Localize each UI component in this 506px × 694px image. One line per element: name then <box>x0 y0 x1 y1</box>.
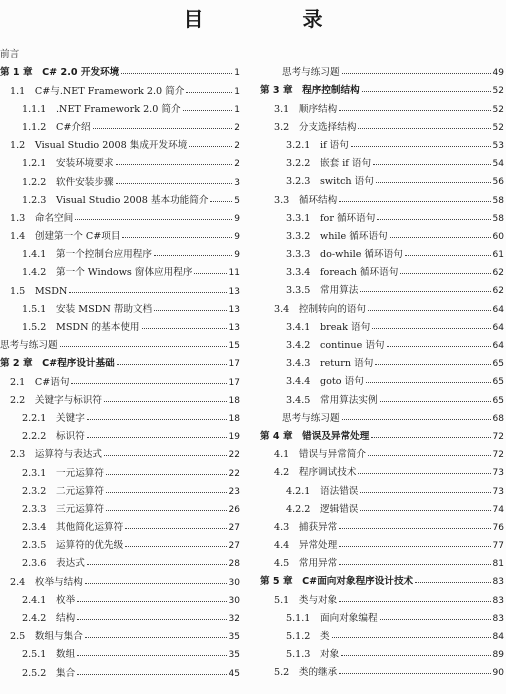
toc-entry-title: 1.4.2 第一个 Windows 窗体应用程序 <box>22 267 193 279</box>
toc-entry <box>0 515 240 533</box>
toc-page-number: 9 <box>234 250 240 261</box>
toc-entry <box>256 260 504 278</box>
toc-dot-leader <box>121 73 232 74</box>
toc-entry <box>0 115 240 133</box>
toc-dot-leader <box>372 328 490 329</box>
toc-entry-title: 4.2.1 语法错误 <box>286 485 359 497</box>
toc-entry <box>256 333 504 351</box>
toc-dot-leader <box>339 201 490 202</box>
toc-entry-title: 思考与练习题 <box>282 412 340 424</box>
toc-entry-title: 3.4.4 goto 语句 <box>286 376 364 388</box>
toc-entry <box>0 206 240 224</box>
toc-entry <box>256 624 504 642</box>
toc-entry-title: 3.1 顺序结构 <box>274 103 338 115</box>
toc-entry <box>0 642 240 660</box>
toc-entry <box>256 551 504 569</box>
toc-dot-leader <box>210 201 232 202</box>
toc-dot-leader <box>122 237 232 238</box>
toc-dot-leader <box>125 528 226 529</box>
toc-page-number: 17 <box>228 359 240 370</box>
page-title: 目 录 <box>183 7 369 31</box>
toc-entry-title: 5.1.2 类 <box>286 631 330 642</box>
toc-page-number: 64 <box>492 341 504 351</box>
toc-dot-leader <box>387 346 491 347</box>
toc-dot-leader <box>183 110 233 111</box>
toc-chapter-entry <box>0 60 240 78</box>
toc-entry <box>256 369 504 387</box>
toc-entry-title: 1.2.1 安装环境要求 <box>22 158 114 170</box>
toc-entry <box>256 351 504 369</box>
toc-entry-title: 2.4 枚举与结构 <box>10 576 83 588</box>
toc-page-number: 35 <box>228 650 240 661</box>
toc-dot-leader <box>77 619 226 620</box>
toc-entry-title: 3.3.1 for 循环语句 <box>286 212 376 224</box>
toc-dot-leader <box>116 183 233 184</box>
toc-page-number: 74 <box>492 504 504 515</box>
toc-entry <box>0 315 240 333</box>
toc-entry-title: 4.4 异常处理 <box>274 540 338 552</box>
toc-dot-leader <box>360 510 490 511</box>
toc-page-number: 1 <box>234 86 240 97</box>
toc-entry <box>0 569 240 587</box>
toc-entry-title: 1.2.2 软件安装步骤 <box>22 176 114 188</box>
toc-entry <box>256 587 504 605</box>
toc-page-number: 58 <box>492 213 504 224</box>
toc-dot-leader <box>339 673 490 674</box>
toc-dot-leader <box>77 601 226 602</box>
toc-page-number: 13 <box>228 304 240 315</box>
toc-entry-title: 2.4.2 结构 <box>22 613 76 624</box>
toc-entry-title: 1.4.1 第一个控制台应用程序 <box>22 249 152 261</box>
toc-entry <box>0 224 240 242</box>
toc-entry <box>0 151 240 169</box>
toc-entry <box>0 333 240 351</box>
toc-dot-leader <box>380 401 491 402</box>
toc-page-number: 13 <box>228 286 240 297</box>
toc-entry <box>0 242 240 260</box>
toc-entry <box>256 497 504 515</box>
toc-entry <box>0 42 240 60</box>
toc-dot-leader <box>85 637 227 638</box>
toc-page-number: 30 <box>228 595 240 606</box>
toc-page-number: 90 <box>492 668 504 679</box>
toc-page-number: 9 <box>234 213 240 224</box>
toc-dot-leader <box>106 492 227 493</box>
toc-dot-leader <box>360 291 490 292</box>
toc-entry-title: 2.5 数组与集合 <box>10 631 83 643</box>
toc-entry-title: 2.1 C#语句 <box>10 376 70 388</box>
toc-dot-leader <box>339 601 490 602</box>
toc-dot-leader <box>375 364 490 365</box>
toc-dot-leader <box>400 273 490 274</box>
toc-page-number: 52 <box>492 104 504 115</box>
toc-entry <box>0 388 240 406</box>
toc-entry-title: 4.5 常用异常 <box>274 558 338 570</box>
toc-dot-leader <box>75 219 232 220</box>
toc-page-number: 45 <box>228 668 240 679</box>
toc-page-number: 13 <box>228 323 240 333</box>
toc-entry-title: 1.1.1 .NET Framework 2.0 简介 <box>22 103 181 115</box>
toc-dot-leader <box>189 146 232 147</box>
toc-entry <box>256 460 504 478</box>
toc-dot-leader <box>342 73 491 74</box>
toc-entry <box>0 551 240 569</box>
toc-page-number: 22 <box>228 450 240 461</box>
toc-entry-title: 2.2.1 关键字 <box>22 412 85 424</box>
toc-entry <box>256 660 504 678</box>
toc-entry-title: 5.1.1 面向对象编程 <box>286 612 378 624</box>
toc-entry <box>0 188 240 206</box>
toc-page-number: 83 <box>492 577 504 588</box>
toc-entry <box>256 206 504 224</box>
toc-page-number: 2 <box>234 141 240 152</box>
toc-entry <box>0 606 240 624</box>
toc-page-number: 23 <box>228 486 240 497</box>
toc-page-number: 56 <box>492 177 504 188</box>
toc-entry-title: 3.2 分支选择结构 <box>274 121 357 133</box>
toc-entry <box>256 115 504 133</box>
toc-entry <box>0 133 240 151</box>
toc-page-number: 11 <box>228 268 240 279</box>
toc-entry-title: 2.4.1 枚举 <box>22 594 76 606</box>
toc-entry <box>256 515 504 533</box>
toc-entry-title: 3.4.1 break 语句 <box>286 321 371 333</box>
toc-entry-title: 1.1 C#与.NET Framework 2.0 简介 <box>10 85 185 97</box>
toc-dot-leader <box>116 164 233 165</box>
toc-entry-title: 3.4.3 return 语句 <box>286 358 374 370</box>
toc-page-number: 64 <box>492 304 504 315</box>
toc-entry <box>0 533 240 551</box>
toc-page-number: 68 <box>492 413 504 424</box>
toc-entry-title: 4.1 错误与异常简介 <box>274 449 367 461</box>
toc-page-number: 9 <box>234 232 240 243</box>
toc-page-number: 26 <box>228 504 240 515</box>
toc-entry-title: 1.5.2 MSDN 的基本使用 <box>22 322 140 333</box>
toc-entry-title: 2.3.3 三元运算符 <box>22 503 104 515</box>
toc-entry <box>0 624 240 642</box>
toc-page-number: 1 <box>234 104 240 115</box>
toc-entry-title: 1.2.3 Visual Studio 2008 基本功能简介 <box>22 194 209 206</box>
toc-dot-leader <box>93 128 233 129</box>
toc-entry <box>256 606 504 624</box>
toc-dot-leader <box>358 473 490 474</box>
toc-dot-leader <box>360 492 490 493</box>
toc-dot-leader <box>104 455 227 456</box>
toc-page-number: 28 <box>228 559 240 570</box>
toc-entry <box>0 278 240 296</box>
toc-entry <box>0 479 240 497</box>
toc-dot-leader <box>106 474 227 475</box>
toc-entry-title: 3.3.3 do-while 循环语句 <box>286 249 403 261</box>
toc-dot-leader <box>358 128 490 129</box>
toc-dot-leader <box>377 219 490 220</box>
toc-page-number: 62 <box>492 286 504 297</box>
toc-dot-leader <box>69 292 226 293</box>
toc-dot-leader <box>87 419 227 420</box>
toc-page-number: 76 <box>492 522 504 533</box>
toc-dot-leader <box>342 419 491 420</box>
toc-entry-title: 2.2.2 标识符 <box>22 431 85 443</box>
toc-dot-leader <box>117 364 227 365</box>
toc-entry-title: 思考与练习题 <box>0 340 58 352</box>
toc-dot-leader <box>332 637 491 638</box>
toc-page-number: 65 <box>492 377 504 388</box>
toc-dot-leader <box>87 437 227 438</box>
toc-entry-title: 3.4 控制转向的语句 <box>274 303 367 315</box>
toc-entry-title: 3.2.2 嵌套 if 语句 <box>286 158 372 170</box>
toc-page-number: 64 <box>492 322 504 333</box>
toc-page-number: 81 <box>492 559 504 570</box>
toc-entry <box>256 406 504 424</box>
toc-entry-title: 2.3.6 表达式 <box>22 558 85 570</box>
toc-page-number: 15 <box>228 341 240 352</box>
toc-entry-title: 3.4.5 常用算法实例 <box>286 394 378 406</box>
toc-page-number: 54 <box>492 159 504 170</box>
toc-dot-leader <box>87 564 227 565</box>
toc-page-number: 2 <box>234 159 240 170</box>
toc-entry-title: 1.3 命名空间 <box>10 212 74 224</box>
toc-entry-title: 5.1 类与对象 <box>274 594 338 606</box>
toc-entry-title: 3.3.5 常用算法 <box>286 285 359 297</box>
toc-entry-title: 4.3 捕获异常 <box>274 521 338 533</box>
toc-dot-leader <box>154 310 226 311</box>
toc-entry-title: 4.2.2 逻辑错误 <box>286 503 359 515</box>
toc-entry <box>256 96 504 114</box>
toc-entry-title: 2.3.2 二元运算符 <box>22 485 104 497</box>
toc-page-number: 65 <box>492 359 504 370</box>
toc-page-number: 72 <box>492 431 504 442</box>
toc-dot-leader <box>368 455 491 456</box>
toc-entry-title: 5.2 类的继承 <box>274 667 338 679</box>
toc-page-number: 60 <box>492 231 504 242</box>
toc-entry-title: 5.1.3 对象 <box>286 649 340 661</box>
toc-entry-title: 2.3 运算符与表达式 <box>10 449 103 461</box>
toc-dot-leader <box>380 619 491 620</box>
toc-entry-title: 4.2 程序调试技术 <box>274 467 357 479</box>
toc-page-number: 62 <box>492 268 504 279</box>
toc-entry-title: 第 5 章 C#面向对象程序设计技术 <box>260 576 414 588</box>
toc-page-number: 52 <box>492 86 504 97</box>
toc-page-number: 89 <box>492 650 504 661</box>
toc-dot-leader <box>371 437 490 438</box>
toc-dot-leader <box>85 583 227 584</box>
toc-dot-leader <box>366 382 491 383</box>
toc-dot-leader <box>186 92 232 93</box>
toc-chapter-entry <box>256 569 504 587</box>
toc-entry <box>0 660 240 678</box>
toc-dot-leader <box>77 655 226 656</box>
toc-entry <box>256 296 504 314</box>
toc-page-number: 83 <box>492 595 504 606</box>
toc-entry-title: 3.2.3 switch 语句 <box>286 176 374 188</box>
toc-entry-title: 第 1 章 C# 2.0 开发环境 <box>0 67 120 79</box>
toc-entry <box>0 369 240 387</box>
toc-entry <box>0 97 240 115</box>
toc-dot-leader <box>341 655 490 656</box>
toc-chapter-entry <box>256 424 504 442</box>
toc-page-number: 73 <box>492 486 504 497</box>
toc-entry <box>256 60 504 78</box>
toc-entry-title: 1.1.2 C#介绍 <box>22 121 91 133</box>
toc-page-number: 3 <box>234 177 240 188</box>
toc-entry-title: 1.2 Visual Studio 2008 集成开发环境 <box>10 140 188 152</box>
toc-page-number: 30 <box>228 577 240 588</box>
toc-page-number: 19 <box>228 432 240 443</box>
toc-page-number: 27 <box>228 523 240 534</box>
toc-page-number: 27 <box>228 541 240 552</box>
toc-page-number: 2 <box>234 122 240 133</box>
toc-entry-title: 第 2 章 C#程序设计基础 <box>0 358 115 370</box>
toc-entry <box>0 424 240 442</box>
toc-page-number: 72 <box>492 450 504 461</box>
toc-dot-leader <box>194 273 226 274</box>
toc-dot-leader <box>77 674 226 675</box>
toc-dot-leader <box>339 546 490 547</box>
toc-entry <box>0 297 240 315</box>
toc-entry <box>256 169 504 187</box>
toc-dot-leader <box>339 564 490 565</box>
toc-page-number: 35 <box>228 632 240 643</box>
toc-entry <box>256 278 504 296</box>
toc-page-number: 52 <box>492 122 504 133</box>
toc-entry-title: 1.5 MSDN <box>10 285 68 297</box>
toc-entry-title: 3.2.1 if 语句 <box>286 139 349 151</box>
toc-dot-leader <box>362 91 491 92</box>
toc-page-number: 1 <box>234 68 240 79</box>
toc-dot-leader <box>368 310 491 311</box>
toc-entry <box>0 588 240 606</box>
toc-dot-leader <box>405 255 491 256</box>
toc-dot-leader <box>390 237 491 238</box>
toc-entry-title: 1.4 创建第一个 C#项目 <box>10 231 121 243</box>
toc-dot-leader <box>154 255 232 256</box>
toc-dot-leader <box>71 383 226 384</box>
toc-entry <box>256 187 504 205</box>
toc-entry <box>256 133 504 151</box>
toc-entry <box>0 169 240 187</box>
toc-dot-leader <box>104 401 227 402</box>
toc-entry-title: 2.3.1 一元运算符 <box>22 467 104 479</box>
toc-dot-leader <box>339 110 490 111</box>
toc-entry <box>0 460 240 478</box>
toc-dot-leader <box>351 146 491 147</box>
toc-dot-leader <box>373 164 490 165</box>
toc-left-column <box>0 42 240 679</box>
toc-page-number: 18 <box>228 413 240 424</box>
toc-entry-title: 1.5.1 安装 MSDN 帮助文档 <box>22 303 153 315</box>
toc-dot-leader <box>339 528 490 529</box>
toc-entry <box>256 642 504 660</box>
toc-dot-leader <box>415 582 490 583</box>
toc-entry-title: 第 4 章 错误及异常处理 <box>260 430 370 442</box>
toc-dot-leader <box>376 182 491 183</box>
toc-entry-title: 3.3.4 foreach 循环语句 <box>286 267 399 279</box>
toc-page-number: 49 <box>492 68 504 79</box>
toc-entry <box>0 442 240 460</box>
toc-entry-title: 2.3.4 其他简化运算符 <box>22 522 124 534</box>
toc-page-number: 65 <box>492 395 504 406</box>
toc-entry-title: 前言 <box>0 49 20 61</box>
toc-dot-leader <box>125 546 226 547</box>
toc-entry <box>256 442 504 460</box>
toc-entry <box>256 151 504 169</box>
toc-dot-leader <box>142 328 227 329</box>
toc-page-number: 84 <box>492 632 504 642</box>
toc-page-number: 22 <box>228 468 240 479</box>
toc-entry <box>0 497 240 515</box>
toc-entry <box>256 242 504 260</box>
toc-entry <box>256 533 504 551</box>
toc-entry <box>0 406 240 424</box>
toc-entry-title: 3.3.2 while 循环语句 <box>286 230 388 242</box>
toc-entry <box>256 478 504 496</box>
toc-page-number: 53 <box>492 140 504 151</box>
toc-page-number: 58 <box>492 195 504 206</box>
toc-entry-title: 第 3 章 程序控制结构 <box>260 85 360 97</box>
toc-entry <box>256 387 504 405</box>
toc-entry <box>0 78 240 96</box>
toc-page-number: 5 <box>234 195 240 206</box>
toc-entry-title: 2.2 关键字与标识符 <box>10 394 103 406</box>
toc-entry-title: 2.3.5 运算符的优先级 <box>22 540 124 552</box>
toc-entry <box>256 315 504 333</box>
toc-page-number: 77 <box>492 541 504 552</box>
toc-entry-title: 3.4.2 continue 语句 <box>286 340 385 351</box>
toc-entry-title: 思考与练习题 <box>282 67 340 79</box>
toc-right-column <box>256 60 504 678</box>
toc-chapter-entry <box>256 78 504 96</box>
toc-dot-leader <box>106 510 227 511</box>
toc-dot-leader <box>60 346 227 347</box>
toc-page-number: 17 <box>228 377 240 388</box>
toc-page-number: 83 <box>492 613 504 624</box>
toc-entry <box>256 224 504 242</box>
toc-chapter-entry <box>0 351 240 369</box>
toc-page-number: 73 <box>492 468 504 479</box>
toc-entry-title: 2.5.2 集合 <box>22 667 76 679</box>
toc-page-number: 32 <box>228 614 240 624</box>
toc-page-number: 61 <box>492 250 504 261</box>
toc-entry-title: 2.5.1 数组 <box>22 649 76 661</box>
toc-entry-title: 3.3 循环结构 <box>274 194 338 206</box>
toc-entry <box>0 260 240 278</box>
toc-page-number: 18 <box>228 395 240 406</box>
